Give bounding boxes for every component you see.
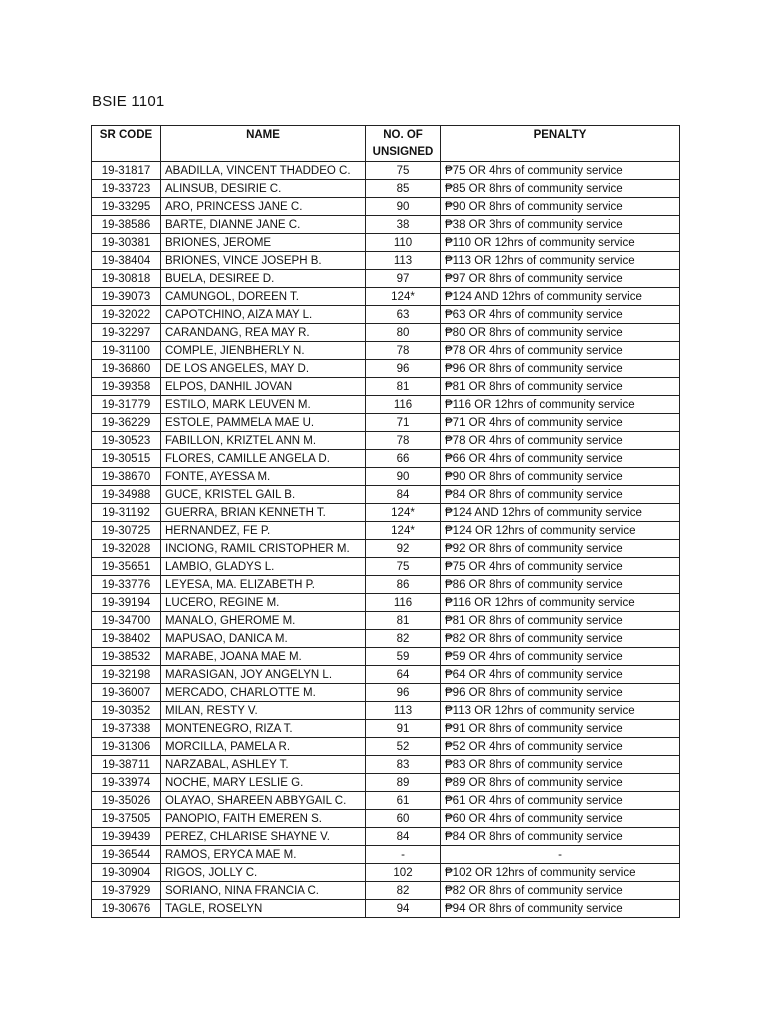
penalty-cell: ₱82 OR 8hrs of community service bbox=[441, 630, 680, 648]
name-cell: MARABE, JOANA MAE M. bbox=[161, 648, 366, 666]
sr-code-cell: 19-30725 bbox=[92, 522, 161, 540]
name-cell: PANOPIO, FAITH EMEREN S. bbox=[161, 810, 366, 828]
unsigned-count-cell: 66 bbox=[366, 450, 441, 468]
table-row bbox=[92, 450, 680, 468]
name-cell: ABADILLA, VINCENT THADDEO C. bbox=[161, 162, 366, 180]
table-row bbox=[92, 864, 680, 882]
unsigned-count-cell: 90 bbox=[366, 198, 441, 216]
header-unsigned-line1: NO. OF bbox=[383, 129, 423, 141]
penalty-cell: ₱113 OR 12hrs of community service bbox=[441, 252, 680, 270]
unsigned-count-cell: 102 bbox=[366, 864, 441, 882]
name-cell: SORIANO, NINA FRANCIA C. bbox=[161, 882, 366, 900]
table-row bbox=[92, 432, 680, 450]
sr-code-cell: 19-36007 bbox=[92, 684, 161, 702]
header-unsigned-line2: UNSIGNED bbox=[372, 146, 434, 158]
unsigned-count-cell: 80 bbox=[366, 324, 441, 342]
sr-code-cell: 19-37338 bbox=[92, 720, 161, 738]
unsigned-count-cell: 116 bbox=[366, 396, 441, 414]
name-cell: INCIONG, RAMIL CRISTOPHER M. bbox=[161, 540, 366, 558]
table-row bbox=[92, 486, 680, 504]
name-cell: CAMUNGOL, DOREEN T. bbox=[161, 288, 366, 306]
penalty-cell: ₱89 OR 8hrs of community service bbox=[441, 774, 680, 792]
penalty-cell: ₱83 OR 8hrs of community service bbox=[441, 756, 680, 774]
table-row bbox=[92, 684, 680, 702]
unsigned-count-cell: 96 bbox=[366, 360, 441, 378]
sr-code-cell: 19-31192 bbox=[92, 504, 161, 522]
sr-code-cell: 19-31306 bbox=[92, 738, 161, 756]
sr-code-cell: 19-30381 bbox=[92, 234, 161, 252]
sr-code-cell: 19-30904 bbox=[92, 864, 161, 882]
sr-code-cell: 19-34700 bbox=[92, 612, 161, 630]
name-cell: DE LOS ANGELES, MAY D. bbox=[161, 360, 366, 378]
unsigned-count-cell: 124* bbox=[366, 288, 441, 306]
sr-code-cell: 19-30352 bbox=[92, 702, 161, 720]
table-row bbox=[92, 882, 680, 900]
unsigned-count-cell: 52 bbox=[366, 738, 441, 756]
table-row bbox=[92, 774, 680, 792]
name-cell: FONTE, AYESSA M. bbox=[161, 468, 366, 486]
name-cell: HERNANDEZ, FE P. bbox=[161, 522, 366, 540]
name-cell: ESTOLE, PAMMELA MAE U. bbox=[161, 414, 366, 432]
unsigned-count-cell: 113 bbox=[366, 702, 441, 720]
name-cell: NOCHE, MARY LESLIE G. bbox=[161, 774, 366, 792]
penalty-cell: ₱113 OR 12hrs of community service bbox=[441, 702, 680, 720]
sr-code-cell: 19-39358 bbox=[92, 378, 161, 396]
penalty-cell: ₱78 OR 4hrs of community service bbox=[441, 342, 680, 360]
sr-code-cell: 19-33974 bbox=[92, 774, 161, 792]
unsigned-count-cell: 75 bbox=[366, 162, 441, 180]
unsigned-count-cell: 78 bbox=[366, 432, 441, 450]
unsigned-count-cell: 82 bbox=[366, 630, 441, 648]
name-cell: RAMOS, ERYCA MAE M. bbox=[161, 846, 366, 864]
name-cell: MARASIGAN, JOY ANGELYN L. bbox=[161, 666, 366, 684]
table-row bbox=[92, 594, 680, 612]
name-cell: MILAN, RESTY V. bbox=[161, 702, 366, 720]
unsigned-count-cell: 97 bbox=[366, 270, 441, 288]
table-row bbox=[92, 414, 680, 432]
table-row bbox=[92, 378, 680, 396]
name-cell: NARZABAL, ASHLEY T. bbox=[161, 756, 366, 774]
table-row bbox=[92, 810, 680, 828]
penalty-cell: ₱86 OR 8hrs of community service bbox=[441, 576, 680, 594]
penalty-cell: ₱92 OR 8hrs of community service bbox=[441, 540, 680, 558]
sr-code-cell: 19-30818 bbox=[92, 270, 161, 288]
name-cell: GUCE, KRISTEL GAIL B. bbox=[161, 486, 366, 504]
penalty-cell: ₱75 OR 4hrs of community service bbox=[441, 558, 680, 576]
header-sr-code: SR CODE bbox=[92, 126, 161, 162]
penalty-cell: ₱94 OR 8hrs of community service bbox=[441, 900, 680, 918]
table-row bbox=[92, 324, 680, 342]
header-row bbox=[92, 126, 680, 162]
penalty-cell: ₱64 OR 4hrs of community service bbox=[441, 666, 680, 684]
penalty-cell: ₱124 AND 12hrs of community service bbox=[441, 288, 680, 306]
sr-code-cell: 19-30523 bbox=[92, 432, 161, 450]
unsigned-count-cell: 124* bbox=[366, 504, 441, 522]
sr-code-cell: 19-32022 bbox=[92, 306, 161, 324]
sr-code-cell: 19-30515 bbox=[92, 450, 161, 468]
sr-code-cell: 19-32198 bbox=[92, 666, 161, 684]
sr-code-cell: 19-30676 bbox=[92, 900, 161, 918]
name-cell: MANALO, GHEROME M. bbox=[161, 612, 366, 630]
table-row bbox=[92, 612, 680, 630]
penalty-table bbox=[91, 125, 680, 918]
penalty-cell: ₱116 OR 12hrs of community service bbox=[441, 594, 680, 612]
penalty-cell: ₱78 OR 4hrs of community service bbox=[441, 432, 680, 450]
table-row bbox=[92, 900, 680, 918]
unsigned-count-cell: 63 bbox=[366, 306, 441, 324]
penalty-cell: ₱110 OR 12hrs of community service bbox=[441, 234, 680, 252]
unsigned-count-cell: 110 bbox=[366, 234, 441, 252]
table-row bbox=[92, 648, 680, 666]
name-cell: BARTE, DIANNE JANE C. bbox=[161, 216, 366, 234]
table-row bbox=[92, 252, 680, 270]
name-cell: BUELA, DESIREE D. bbox=[161, 270, 366, 288]
name-cell: MERCADO, CHARLOTTE M. bbox=[161, 684, 366, 702]
sr-code-cell: 19-36860 bbox=[92, 360, 161, 378]
name-cell: PEREZ, CHLARISE SHAYNE V. bbox=[161, 828, 366, 846]
name-cell: TAGLE, ROSELYN bbox=[161, 900, 366, 918]
name-cell: BRIONES, VINCE JOSEPH B. bbox=[161, 252, 366, 270]
sr-code-cell: 19-32028 bbox=[92, 540, 161, 558]
table-row bbox=[92, 270, 680, 288]
table-row bbox=[92, 666, 680, 684]
document-title: BSIE 1101 bbox=[92, 93, 165, 110]
unsigned-count-cell: 92 bbox=[366, 540, 441, 558]
sr-code-cell: 19-38532 bbox=[92, 648, 161, 666]
table-row bbox=[92, 180, 680, 198]
sr-code-cell: 19-32297 bbox=[92, 324, 161, 342]
unsigned-count-cell: 124* bbox=[366, 522, 441, 540]
sr-code-cell: 19-36229 bbox=[92, 414, 161, 432]
name-cell: LUCERO, REGINE M. bbox=[161, 594, 366, 612]
table-row bbox=[92, 234, 680, 252]
penalty-cell: ₱90 OR 8hrs of community service bbox=[441, 198, 680, 216]
penalty-cell: ₱71 OR 4hrs of community service bbox=[441, 414, 680, 432]
unsigned-count-cell: 71 bbox=[366, 414, 441, 432]
unsigned-count-cell: 89 bbox=[366, 774, 441, 792]
penalty-cell: ₱85 OR 8hrs of community service bbox=[441, 180, 680, 198]
table-row bbox=[92, 360, 680, 378]
table-row bbox=[92, 540, 680, 558]
name-cell: LEYESA, MA. ELIZABETH P. bbox=[161, 576, 366, 594]
name-cell: CARANDANG, REA MAY R. bbox=[161, 324, 366, 342]
penalty-cell: ₱61 OR 4hrs of community service bbox=[441, 792, 680, 810]
unsigned-count-cell: 64 bbox=[366, 666, 441, 684]
table-row bbox=[92, 756, 680, 774]
table-header bbox=[92, 126, 680, 162]
unsigned-count-cell: 113 bbox=[366, 252, 441, 270]
name-cell: BRIONES, JEROME bbox=[161, 234, 366, 252]
unsigned-count-cell: 84 bbox=[366, 486, 441, 504]
table-row bbox=[92, 306, 680, 324]
table-row bbox=[92, 720, 680, 738]
unsigned-count-cell: 59 bbox=[366, 648, 441, 666]
table-row bbox=[92, 792, 680, 810]
table-row bbox=[92, 288, 680, 306]
sr-code-cell: 19-34988 bbox=[92, 486, 161, 504]
unsigned-count-cell: 61 bbox=[366, 792, 441, 810]
name-cell: CAPOTCHINO, AIZA MAY L. bbox=[161, 306, 366, 324]
name-cell: ALINSUB, DESIRIE C. bbox=[161, 180, 366, 198]
unsigned-count-cell: 94 bbox=[366, 900, 441, 918]
sr-code-cell: 19-39073 bbox=[92, 288, 161, 306]
sr-code-cell: 19-33295 bbox=[92, 198, 161, 216]
penalty-cell: ₱66 OR 4hrs of community service bbox=[441, 450, 680, 468]
unsigned-count-cell: 75 bbox=[366, 558, 441, 576]
name-cell: MONTENEGRO, RIZA T. bbox=[161, 720, 366, 738]
table-row bbox=[92, 558, 680, 576]
unsigned-count-cell: 82 bbox=[366, 882, 441, 900]
unsigned-count-cell: 86 bbox=[366, 576, 441, 594]
table-row bbox=[92, 576, 680, 594]
penalty-cell: ₱116 OR 12hrs of community service bbox=[441, 396, 680, 414]
unsigned-count-cell: 83 bbox=[366, 756, 441, 774]
penalty-cell: ₱38 OR 3hrs of community service bbox=[441, 216, 680, 234]
penalty-cell: ₱60 OR 4hrs of community service bbox=[441, 810, 680, 828]
table-row bbox=[92, 504, 680, 522]
sr-code-cell: 19-37929 bbox=[92, 882, 161, 900]
penalty-cell: ₱124 OR 12hrs of community service bbox=[441, 522, 680, 540]
penalty-cell: ₱82 OR 8hrs of community service bbox=[441, 882, 680, 900]
penalty-cell: ₱75 OR 4hrs of community service bbox=[441, 162, 680, 180]
name-cell: FABILLON, KRIZTEL ANN M. bbox=[161, 432, 366, 450]
sr-code-cell: 19-35026 bbox=[92, 792, 161, 810]
penalty-cell: ₱91 OR 8hrs of community service bbox=[441, 720, 680, 738]
penalty-cell: ₱90 OR 8hrs of community service bbox=[441, 468, 680, 486]
penalty-cell: ₱52 OR 4hrs of community service bbox=[441, 738, 680, 756]
name-cell: RIGOS, JOLLY C. bbox=[161, 864, 366, 882]
unsigned-count-cell: 78 bbox=[366, 342, 441, 360]
sr-code-cell: 19-33776 bbox=[92, 576, 161, 594]
penalty-cell: ₱96 OR 8hrs of community service bbox=[441, 360, 680, 378]
table-row bbox=[92, 630, 680, 648]
penalty-cell: ₱80 OR 8hrs of community service bbox=[441, 324, 680, 342]
sr-code-cell: 19-31779 bbox=[92, 396, 161, 414]
penalty-cell: ₱81 OR 8hrs of community service bbox=[441, 378, 680, 396]
table-row bbox=[92, 342, 680, 360]
sr-code-cell: 19-39439 bbox=[92, 828, 161, 846]
sr-code-cell: 19-33723 bbox=[92, 180, 161, 198]
unsigned-count-cell: 96 bbox=[366, 684, 441, 702]
sr-code-cell: 19-38402 bbox=[92, 630, 161, 648]
table-row bbox=[92, 198, 680, 216]
unsigned-count-cell: 116 bbox=[366, 594, 441, 612]
header-unsigned bbox=[366, 126, 441, 162]
penalty-cell: ₱84 OR 8hrs of community service bbox=[441, 486, 680, 504]
unsigned-count-cell: 84 bbox=[366, 828, 441, 846]
unsigned-count-cell: 81 bbox=[366, 612, 441, 630]
sr-code-cell: 19-31100 bbox=[92, 342, 161, 360]
table-row bbox=[92, 522, 680, 540]
name-cell: FLORES, CAMILLE ANGELA D. bbox=[161, 450, 366, 468]
header-penalty: PENALTY bbox=[441, 126, 680, 162]
unsigned-count-cell: 90 bbox=[366, 468, 441, 486]
table-row bbox=[92, 396, 680, 414]
unsigned-count-cell: 85 bbox=[366, 180, 441, 198]
penalty-cell: ₱81 OR 8hrs of community service bbox=[441, 612, 680, 630]
sr-code-cell: 19-31817 bbox=[92, 162, 161, 180]
name-cell: LAMBIO, GLADYS L. bbox=[161, 558, 366, 576]
sr-code-cell: 19-39194 bbox=[92, 594, 161, 612]
penalty-cell: ₱102 OR 12hrs of community service bbox=[441, 864, 680, 882]
unsigned-count-cell: 91 bbox=[366, 720, 441, 738]
name-cell: ESTILO, MARK LEUVEN M. bbox=[161, 396, 366, 414]
penalty-cell: - bbox=[441, 846, 680, 864]
penalty-cell: ₱59 OR 4hrs of community service bbox=[441, 648, 680, 666]
table-row bbox=[92, 162, 680, 180]
table-row bbox=[92, 468, 680, 486]
table-row bbox=[92, 738, 680, 756]
sr-code-cell: 19-36544 bbox=[92, 846, 161, 864]
unsigned-count-cell: 38 bbox=[366, 216, 441, 234]
name-cell: GUERRA, BRIAN KENNETH T. bbox=[161, 504, 366, 522]
sr-code-cell: 19-38586 bbox=[92, 216, 161, 234]
sr-code-cell: 19-38670 bbox=[92, 468, 161, 486]
sr-code-cell: 19-38711 bbox=[92, 756, 161, 774]
table-row bbox=[92, 828, 680, 846]
table-body bbox=[92, 162, 680, 918]
penalty-cell: ₱63 OR 4hrs of community service bbox=[441, 306, 680, 324]
unsigned-count-cell: 81 bbox=[366, 378, 441, 396]
name-cell: MAPUSAO, DANICA M. bbox=[161, 630, 366, 648]
unsigned-count-cell: - bbox=[366, 846, 441, 864]
name-cell: MORCILLA, PAMELA R. bbox=[161, 738, 366, 756]
table-row bbox=[92, 216, 680, 234]
name-cell: ARO, PRINCESS JANE C. bbox=[161, 198, 366, 216]
name-cell: OLAYAO, SHAREEN ABBYGAIL C. bbox=[161, 792, 366, 810]
penalty-cell: ₱124 AND 12hrs of community service bbox=[441, 504, 680, 522]
header-name: NAME bbox=[161, 126, 366, 162]
penalty-cell: ₱97 OR 8hrs of community service bbox=[441, 270, 680, 288]
sr-code-cell: 19-35651 bbox=[92, 558, 161, 576]
name-cell: ELPOS, DANHIL JOVAN bbox=[161, 378, 366, 396]
table-row bbox=[92, 702, 680, 720]
sr-code-cell: 19-38404 bbox=[92, 252, 161, 270]
sr-code-cell: 19-37505 bbox=[92, 810, 161, 828]
penalty-cell: ₱84 OR 8hrs of community service bbox=[441, 828, 680, 846]
unsigned-count-cell: 60 bbox=[366, 810, 441, 828]
table-row bbox=[92, 846, 680, 864]
name-cell: COMPLE, JIENBHERLY N. bbox=[161, 342, 366, 360]
penalty-cell: ₱96 OR 8hrs of community service bbox=[441, 684, 680, 702]
